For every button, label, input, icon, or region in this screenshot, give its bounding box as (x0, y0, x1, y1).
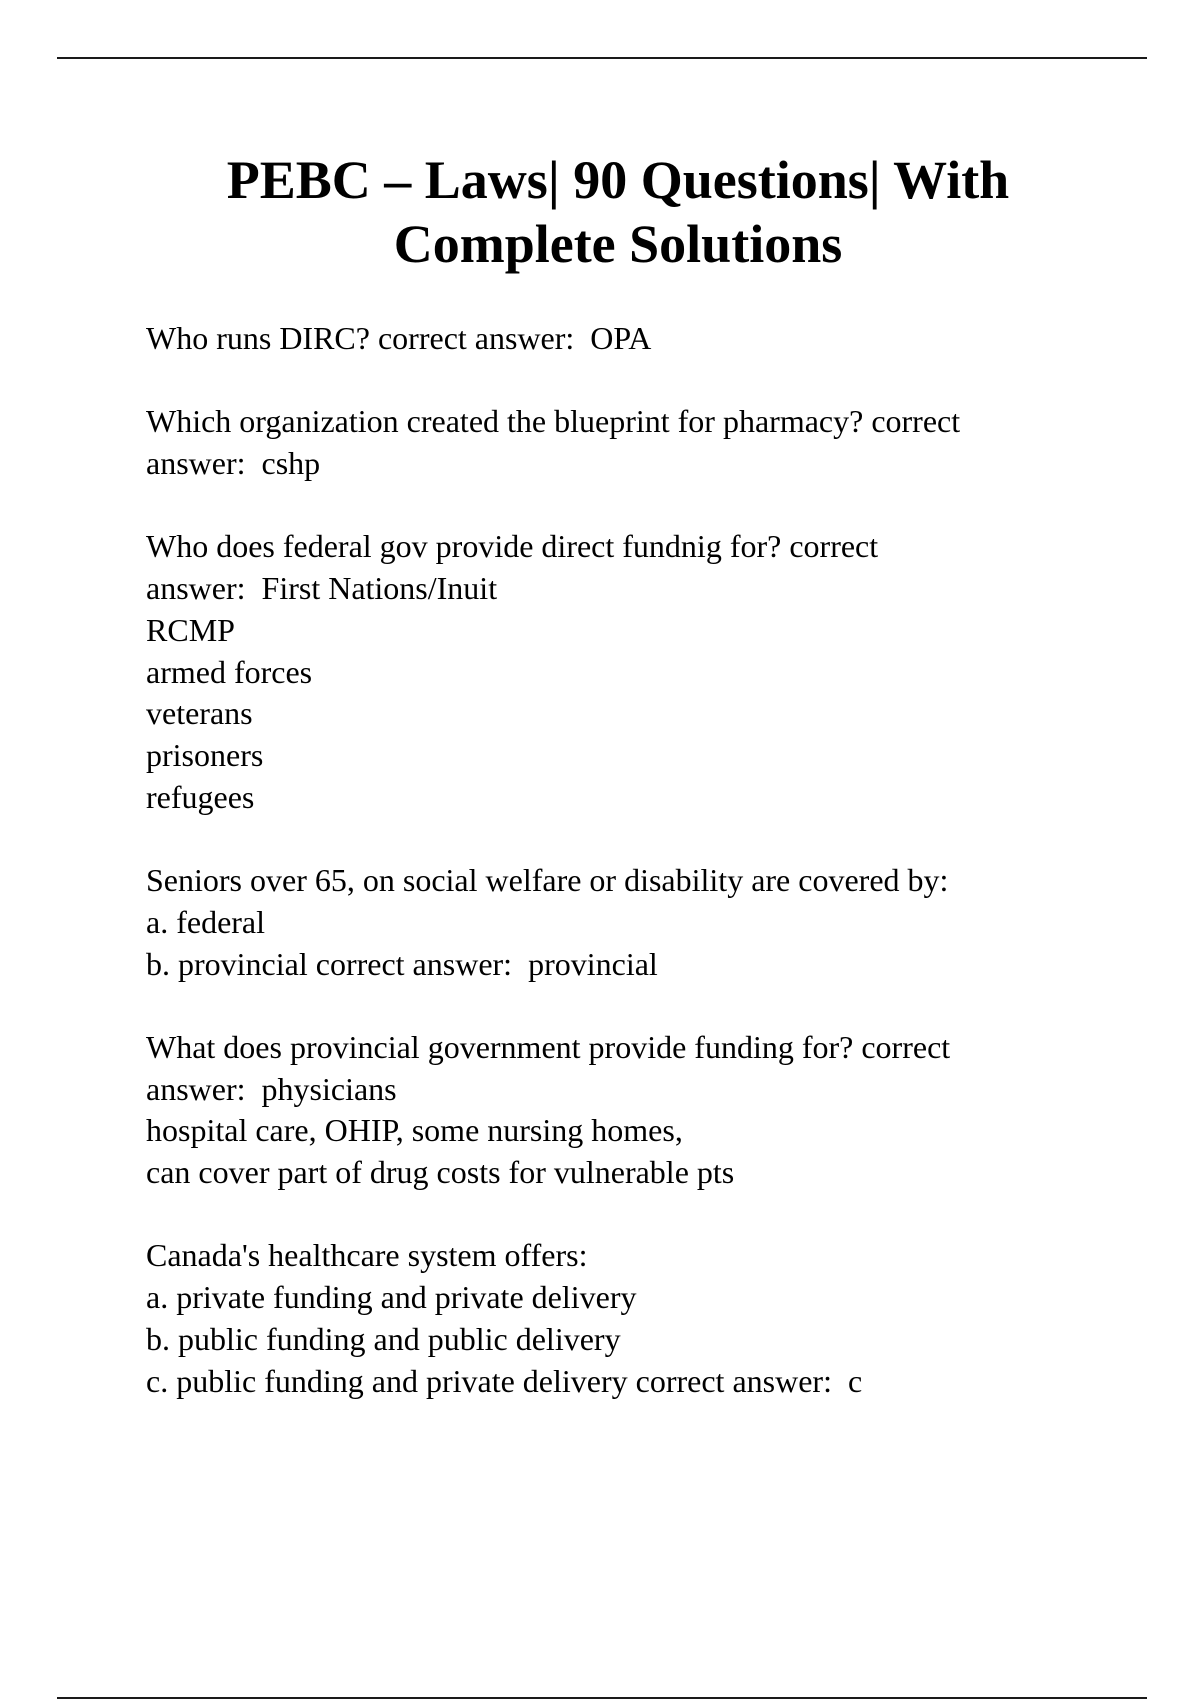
option-answer-line: b. provincial correct answer: provincial (146, 945, 658, 982)
question-item-4 (146, 860, 1146, 985)
title-line-2: Complete Solutions (393, 214, 843, 274)
question-item-5 (146, 1027, 1146, 1194)
answer-line: answer: physicians (146, 1070, 397, 1107)
question-line: Which organization created the blueprint for pharmacy? correct (146, 403, 961, 440)
question-list (146, 318, 1146, 1444)
question-item-1 (146, 318, 1146, 360)
option-line: a. federal (146, 903, 266, 940)
header-rule (57, 57, 1147, 59)
question-line: Seniors over 65, on social welfare or disability are covered by: (146, 862, 949, 899)
question-line: Who does federal gov provide direct fundnig for? correct (146, 528, 879, 565)
title-line-1: PEBC – Laws| 90 Questions| With (226, 150, 1010, 210)
answer-line: veterans (146, 695, 253, 732)
option-line: a. private funding and private delivery (146, 1279, 637, 1316)
answer-line: prisoners (146, 737, 264, 773)
answer-line: hospital care, OHIP, some nursing homes, (146, 1112, 683, 1149)
option-line: b. public funding and public delivery (146, 1320, 621, 1357)
answer-line: armed forces (146, 653, 313, 690)
question-item-2 (146, 401, 1146, 484)
question-item-3 (146, 526, 1146, 818)
question-item-6 (146, 1235, 1146, 1402)
option-answer-line: c. public funding and private delivery correct answer: c (146, 1362, 863, 1399)
question-line: Who runs DIRC? correct answer: OPA (146, 320, 652, 356)
answer-line: can cover part of drug costs for vulnerable pts (146, 1154, 735, 1190)
document-title (0, 148, 1200, 276)
answer-line: answer: cshp (146, 445, 321, 482)
answer-line: RCMP (146, 611, 235, 648)
question-line: Canada's healthcare system offers: (146, 1237, 588, 1274)
answer-line: answer: First Nations/Inuit (146, 570, 498, 607)
footer-rule (57, 1697, 1147, 1699)
answer-line: refugees (146, 778, 255, 815)
question-line: What does provincial government provide funding for? correct (146, 1028, 951, 1065)
